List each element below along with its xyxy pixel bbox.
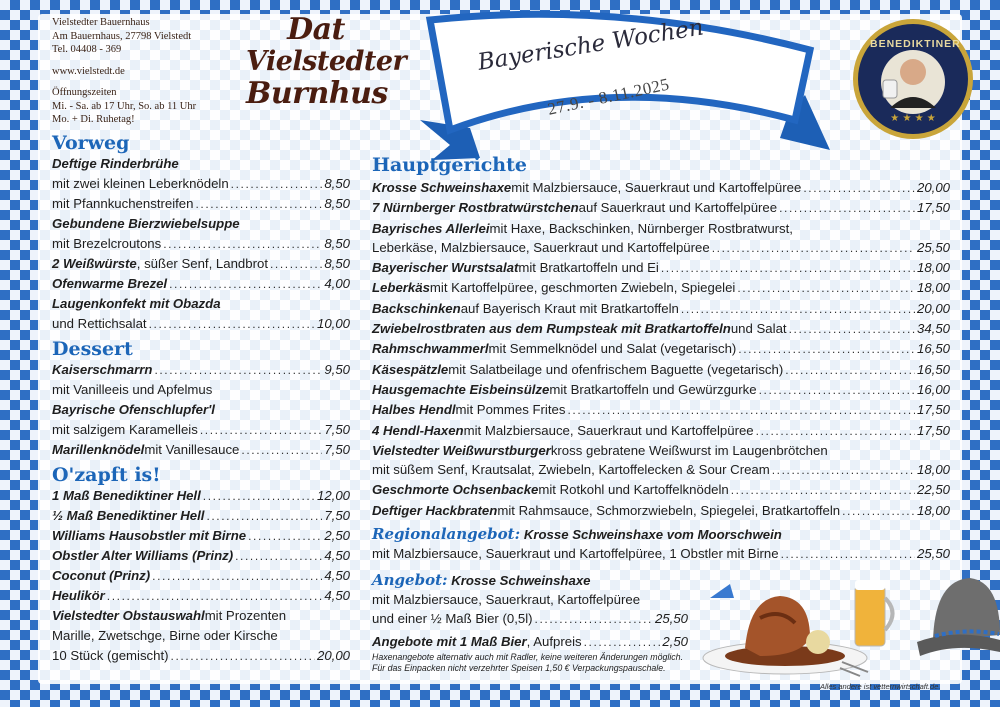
hours-line-1: Mi. - Sa. ab 17 Uhr, So. ab 11 Uhr xyxy=(52,100,197,112)
dessert-item xyxy=(52,380,350,400)
haupt-item xyxy=(372,501,950,521)
regional-head: Krosse Schweinshaxe vom Moorschwein xyxy=(523,527,782,543)
ozapft-item xyxy=(52,486,350,506)
credit: Alles andere ist vetternwirtschaft.de. xyxy=(820,682,941,691)
haupt-item-price: 16,50 xyxy=(916,361,950,377)
ozapft-list xyxy=(52,486,350,666)
regional-price: 25,50 xyxy=(916,546,950,562)
regional-desc-row xyxy=(372,544,950,564)
vorweg-item-price: 8,50 xyxy=(324,176,350,191)
vorweg-item-desc: mit zwei kleinen Leberknödeln xyxy=(52,176,229,191)
haupt-item-head: 7 Nürnberger Rostbratwürstchen xyxy=(372,200,579,216)
haupt-item xyxy=(372,400,950,420)
dessert-item xyxy=(52,400,350,420)
haupt-item-head: Hausgemachte Eisbeinsülze xyxy=(372,381,550,397)
badge-text: BENEDIKTINER xyxy=(870,38,961,50)
brand-line-2: Vielstedter xyxy=(246,46,407,77)
ozapft-item xyxy=(52,506,350,526)
haupt-item-price: 17,50 xyxy=(916,402,950,418)
street: Am Bauernhaus, 27798 Vielstedt xyxy=(52,30,192,42)
angebot-extra-price: 2,50 xyxy=(662,633,688,649)
haupt-list xyxy=(372,178,950,521)
vorweg-list xyxy=(52,154,350,334)
vorweg-item xyxy=(52,274,350,294)
dessert-item-price: 7,50 xyxy=(324,442,350,457)
vorweg-item xyxy=(52,234,350,254)
haupt-item-head: Bayerischer Wurstsalat xyxy=(372,260,519,276)
brand-line-1: Dat xyxy=(287,12,345,47)
vorweg-item xyxy=(52,294,350,314)
dessert-item xyxy=(52,360,350,380)
ozapft-item-head: ½ Maß Benediktiner Hell xyxy=(52,508,205,523)
vorweg-item-head: Gebundene Bierzwiebelsuppe xyxy=(52,216,240,231)
vorweg-item-price: 4,00 xyxy=(324,276,350,291)
haupt-item xyxy=(372,441,950,460)
haupt-item xyxy=(372,480,950,500)
haupt-item-price: 18,00 xyxy=(916,280,950,296)
vorweg-item-price: 10,00 xyxy=(316,316,350,331)
ozapft-item-head: Heulikör xyxy=(52,588,105,603)
haupt-item-head: Halbes Hendl xyxy=(372,402,456,418)
hours-line-2: Mo. + Di. Ruhetag! xyxy=(52,114,135,125)
ozapft-item-desc: 10 Stück (gemischt) xyxy=(52,648,169,663)
haupt-item-head: Zwiebelrostbraten aus dem Rumpsteak mit Bratkartoffeln xyxy=(372,321,731,337)
section-vorweg-title: Vorweg xyxy=(52,132,130,154)
haupt-item xyxy=(372,278,950,298)
vorweg-item-head: Deftige Rinderbrühe xyxy=(52,156,179,171)
haupt-item-desc: mit Malzbiersauce, Sauerkraut und Kartoffelpüree xyxy=(463,422,754,438)
haupt-item-price: 18,00 xyxy=(916,502,950,518)
benediktiner-badge xyxy=(850,16,976,142)
haupt-item-price: 18,00 xyxy=(916,462,950,478)
vorweg-item-desc: mit Pfannkuchenstreifen xyxy=(52,196,194,211)
dessert-item-price: 7,50 xyxy=(324,422,350,437)
regional-label: Regionalangebot: xyxy=(372,525,521,544)
dessert-item-head: Bayrische Ofenschlupfer'l xyxy=(52,402,215,417)
dessert-list xyxy=(52,360,350,460)
dessert-item-desc: mit Vanillesauce xyxy=(144,442,240,457)
haupt-item-head: Vielstedter Weißwurstburger xyxy=(372,442,551,458)
dessert-item-head: Marillenknödel xyxy=(52,442,145,457)
brand-line-3: Burnhus xyxy=(246,76,388,111)
haupt-item-desc: Leberkäse, Malzbiersauce, Sauerkraut und Kartoffelpüree xyxy=(372,239,710,255)
ozapft-item-price: 4,50 xyxy=(324,588,350,603)
ozapft-item-price: 12,00 xyxy=(316,488,350,503)
dessert-item xyxy=(52,420,350,440)
ozapft-item-price: 2,50 xyxy=(324,528,350,543)
haupt-item-price: 17,50 xyxy=(916,200,950,216)
ozapft-item-head: Coconut (Prinz) xyxy=(52,568,151,583)
section-dessert-title: Dessert xyxy=(52,338,133,360)
vorweg-item xyxy=(52,174,350,194)
haupt-item xyxy=(372,319,950,339)
phone: Tel. 04408 - 369 xyxy=(52,44,122,55)
vorweg-item-desc: mit Brezelcroutons xyxy=(52,236,162,251)
angebot-block xyxy=(372,571,688,674)
brand-logo xyxy=(246,12,407,111)
svg-text:★ ★ ★ ★: ★ ★ ★ ★ xyxy=(890,113,936,124)
angebot-line1: mit Malzbiersauce, Sauerkraut, Kartoffelpüree xyxy=(372,591,641,607)
left-column xyxy=(52,132,350,666)
website[interactable]: www.vielstedt.de xyxy=(52,65,125,77)
haupt-item-head: 4 Hendl-Haxen xyxy=(372,422,464,438)
ozapft-item xyxy=(52,626,350,646)
ozapft-item-desc: Marille, Zwetschge, Birne oder Kirsche xyxy=(52,628,278,643)
dessert-item-price: 9,50 xyxy=(324,362,350,377)
angebot-line2: und einer ½ Maß Bier (0,5l) xyxy=(372,611,533,627)
ozapft-item-head: Williams Hausobstler mit Birne xyxy=(52,528,247,543)
vorweg-item-desc: und Rettichsalat xyxy=(52,316,147,331)
haupt-item-price: 16,50 xyxy=(916,341,950,357)
vorweg-item-price: 8,50 xyxy=(324,196,350,211)
ozapft-item-price: 7,50 xyxy=(324,508,350,523)
hours-title: Öffnungszeiten xyxy=(52,87,117,98)
haupt-item xyxy=(372,258,950,278)
haupt-item-price: 34,50 xyxy=(916,321,950,337)
haupt-item xyxy=(372,460,950,480)
angebot-note-2: Für das Einpacken nicht verzehrter Speisen 1,50 € Verpackungspauschale. xyxy=(372,662,666,673)
dessert-item xyxy=(52,440,350,460)
angebot-extra-desc: , Aufpreis xyxy=(526,633,582,649)
angebot-head: Krosse Schweinshaxe xyxy=(451,572,591,588)
haupt-item xyxy=(372,421,950,441)
angebot-label: Angebot: xyxy=(372,570,448,589)
ozapft-item-price: 4,50 xyxy=(324,568,350,583)
vorweg-item xyxy=(52,254,350,274)
vorweg-item xyxy=(52,194,350,214)
haupt-item-price: 25,50 xyxy=(916,239,950,255)
dessert-item-desc: mit salzigem Karamelleis xyxy=(52,422,198,437)
ozapft-item-desc: mit Prozenten xyxy=(204,608,287,623)
vorweg-item-head: Ofenwarme Brezel xyxy=(52,276,168,291)
ozapft-item xyxy=(52,586,350,606)
haupt-item-head: Käsespätzle xyxy=(372,361,449,377)
ozapft-item-price: 4,50 xyxy=(324,548,350,563)
vorweg-item-head: Laugenkonfekt mit Obazda xyxy=(52,296,221,311)
haupt-item-head: Bayrisches Allerlei xyxy=(372,220,490,236)
vorweg-item-head: 2 Weißwürste xyxy=(52,256,137,271)
haupt-item-desc: mit Bratkartoffeln und Ei xyxy=(518,260,659,276)
haupt-item-desc: mit Malzbiersauce, Sauerkraut und Kartoffelpüree xyxy=(511,180,802,195)
banner-title: Bayerische Wochen xyxy=(475,14,706,76)
haupt-item-desc: mit Rahmsauce, Schmorzwiebeln, Spiegelei, Bratkartoffeln xyxy=(497,502,841,518)
haupt-item-desc: mit Semmelknödel und Salat (vegetarisch) xyxy=(488,341,737,357)
haupt-item-head: Krosse Schweinshaxe xyxy=(372,180,512,195)
haupt-item-desc: und Salat xyxy=(730,321,787,337)
haupt-item-desc: mit Rotkohl und Kartoffelknödeln xyxy=(538,482,729,498)
ozapft-item xyxy=(52,646,350,666)
ozapft-item xyxy=(52,526,350,546)
haupt-item-desc: mit Pommes Frites xyxy=(455,402,566,418)
haupt-item-desc: mit Kartoffelpüree, geschmorten Zwiebeln, Spiegelei xyxy=(429,280,736,296)
haupt-item-head: Deftiger Hackbraten xyxy=(372,502,498,518)
haupt-item-price: 17,50 xyxy=(916,422,950,438)
section-haupt-title: Hauptgerichte xyxy=(372,154,527,176)
ozapft-item-head: Obstler Alter Williams (Prinz) xyxy=(52,548,234,563)
vorweg-item-price: 8,50 xyxy=(324,236,350,251)
food-illustration xyxy=(700,578,910,678)
restaurant-name: Vielstedter Bauernhaus xyxy=(52,17,150,28)
vorweg-item xyxy=(52,314,350,334)
haupt-item xyxy=(372,238,950,258)
ozapft-item xyxy=(52,606,350,626)
dessert-item-head: Kaiserschmarrn xyxy=(52,362,153,377)
haupt-item xyxy=(372,198,950,218)
banner-dates: 27.9. - 8.11.2025 xyxy=(545,74,672,119)
haupt-item-desc: mit süßem Senf, Krautsalat, Zwiebeln, Kartoffelecken & Sour Cream xyxy=(372,462,770,478)
haupt-item-price: 20,00 xyxy=(916,300,950,316)
haupt-item xyxy=(372,178,950,198)
ozapft-item-head: Vielstedter Obstauswahl xyxy=(52,608,205,623)
haupt-item-head: Leberkäs xyxy=(372,280,430,296)
haupt-item-head: Geschmorte Ochsenbacke xyxy=(372,482,539,498)
vorweg-item-desc: , süßer Senf, Landbrot xyxy=(136,256,268,271)
haupt-item-head: Rahmschwammerl xyxy=(372,341,489,357)
haupt-item-desc: kross gebratene Weißwurst im Laugenbrötchen xyxy=(550,442,828,458)
haupt-item xyxy=(372,219,950,238)
haupt-item-desc: mit Haxe, Backschinken, Nürnberger Rostbratwurst, xyxy=(489,220,793,236)
haupt-item-desc: auf Sauerkraut und Kartoffelpüree xyxy=(578,200,778,216)
angebot-price: 25,50 xyxy=(654,611,688,627)
haupt-item-price: 22,50 xyxy=(916,482,950,498)
haupt-item-desc: mit Salatbeilage und ofenfrischem Baguette (vegetarisch) xyxy=(448,361,784,377)
vorweg-item xyxy=(52,154,350,174)
haupt-item-head: Backschinken xyxy=(372,300,461,316)
haupt-item xyxy=(372,380,950,400)
ozapft-item-head: 1 Maß Benediktiner Hell xyxy=(52,488,201,503)
angebot-extra-head: Angebote mit 1 Maß Bier xyxy=(372,633,527,649)
haupt-item-price: 16,00 xyxy=(916,381,950,397)
regional-desc: mit Malzbiersauce, Sauerkraut und Kartoffelpüree, 1 Obstler mit Birne xyxy=(372,546,779,562)
ozapft-item-price: 20,00 xyxy=(316,648,350,663)
ozapft-item xyxy=(52,566,350,586)
vorweg-item-price: 8,50 xyxy=(324,256,350,271)
haupt-item-desc: mit Bratkartoffeln und Gewürzgurke xyxy=(549,381,757,397)
haupt-item-desc: auf Bayerisch Kraut mit Bratkartoffeln xyxy=(460,300,679,316)
angebot-note-1: Haxenangebote alternativ auch mit Radler, keine weiteren Änderungen möglich. xyxy=(372,651,684,662)
haupt-item xyxy=(372,360,950,380)
address-block xyxy=(52,16,196,127)
section-ozapft-title: O'zapft is! xyxy=(52,464,161,486)
haupt-item xyxy=(372,339,950,359)
ozapft-item xyxy=(52,546,350,566)
haupt-item xyxy=(372,299,950,319)
haupt-item-price: 20,00 xyxy=(916,180,950,195)
vorweg-item xyxy=(52,214,350,234)
dessert-item-desc: mit Vanilleeis und Apfelmus xyxy=(52,382,213,397)
hat-illustration xyxy=(915,570,1000,665)
haupt-item-price: 18,00 xyxy=(916,260,950,276)
regional-offer xyxy=(372,525,950,544)
